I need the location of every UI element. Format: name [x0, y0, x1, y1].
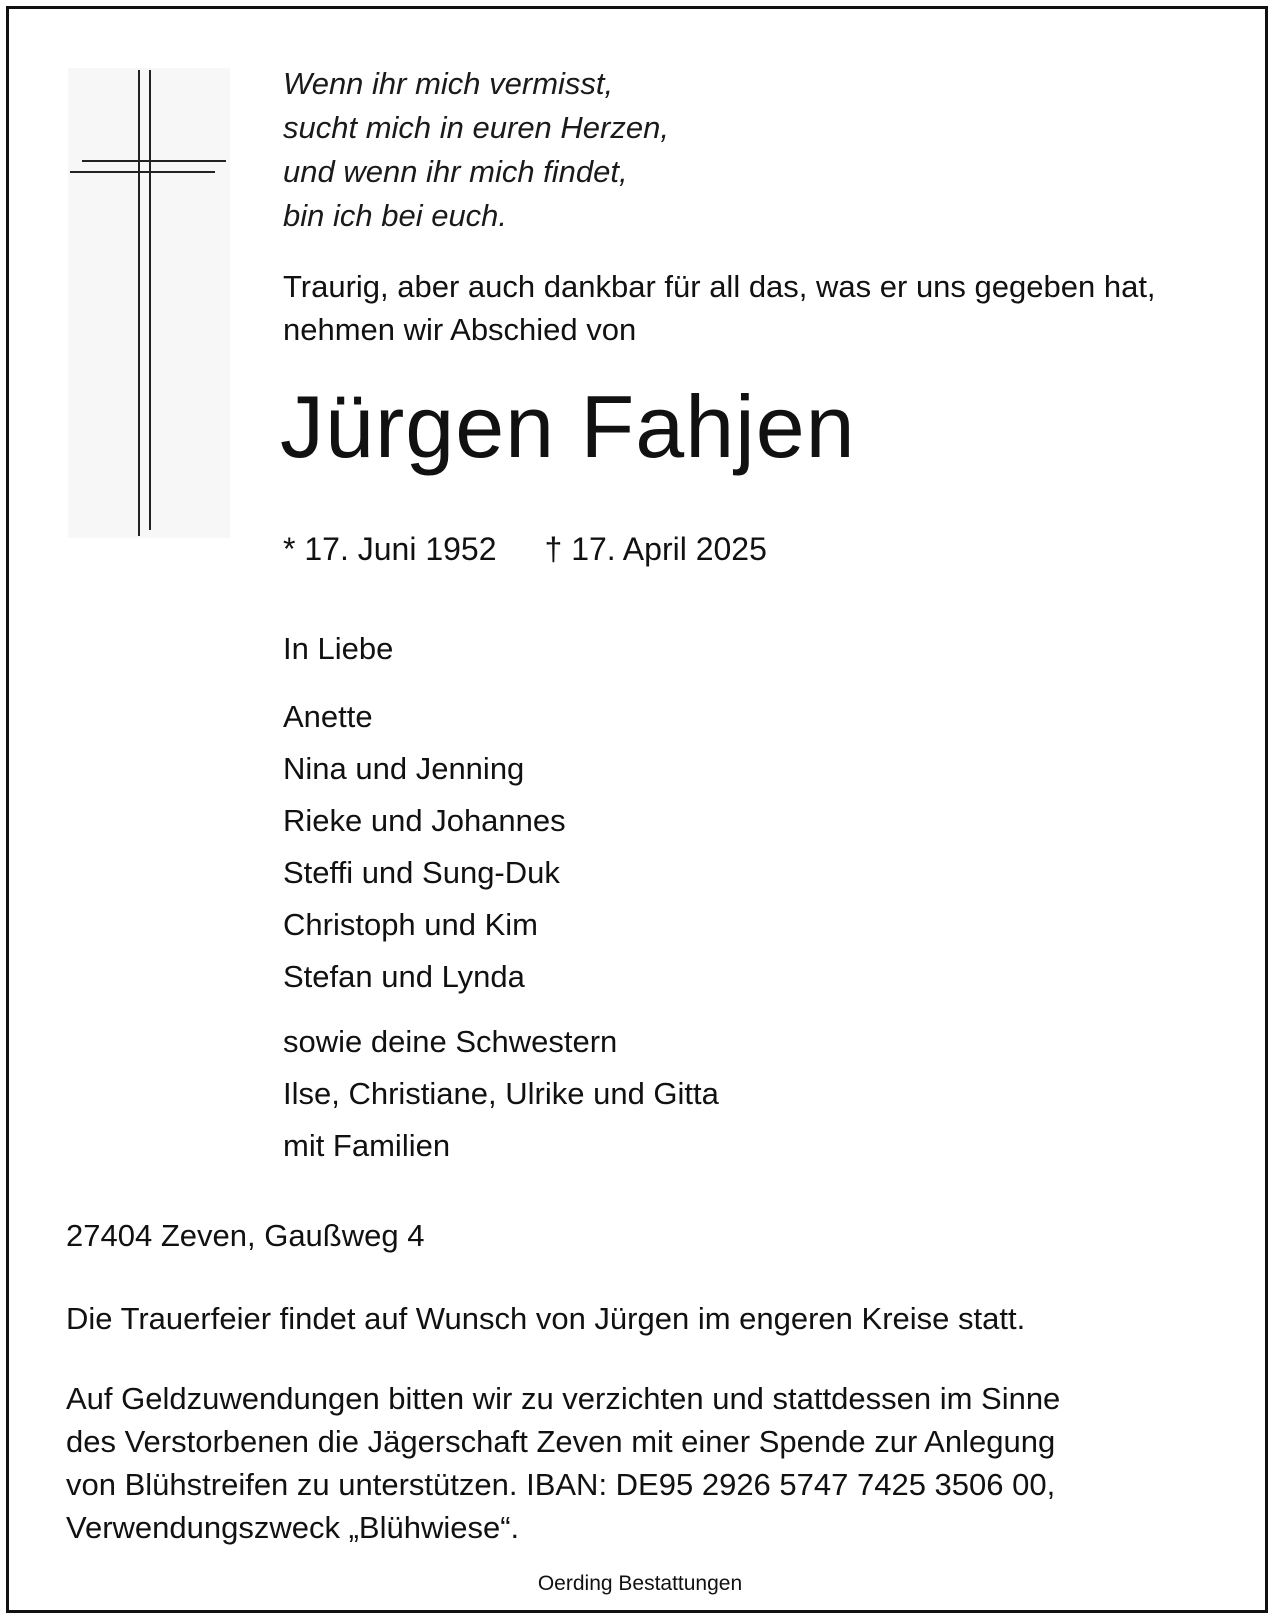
poem-line: sucht mich in euren Herzen,: [283, 110, 669, 145]
family-member: Anette: [283, 699, 373, 734]
poem: [283, 62, 669, 238]
family-member: Steffi und Sung-Duk: [283, 855, 560, 890]
poem-line: Wenn ihr mich vermisst,: [283, 66, 614, 101]
poem-line: bin ich bei euch.: [283, 198, 508, 233]
ceremony-note: Die Trauerfeier findet auf Wunsch von Jürgen im engeren Kreise statt.: [66, 1301, 1026, 1336]
family-member: Rieke und Johannes: [283, 803, 566, 838]
siblings-line: sowie deine Schwestern: [283, 1024, 618, 1059]
funeral-home: Oerding Bestattungen: [537, 1572, 743, 1595]
donation-line: des Verstorbenen die Jägerschaft Zeven mit einer Spende zur Anlegung: [66, 1424, 1056, 1459]
family-list: [283, 691, 566, 1003]
intro-line: Traurig, aber auch dankbar für all das, was er uns gegeben hat,: [283, 269, 1156, 304]
family-member: Nina und Jenning: [283, 751, 525, 786]
life-dates: [283, 527, 767, 571]
family-member: Stefan und Lynda: [283, 959, 525, 994]
in-liebe-label: In Liebe: [283, 631, 394, 666]
donation-note: [66, 1377, 1216, 1549]
deceased-name: Jürgen Fahjen: [280, 377, 856, 476]
donation-line: von Blühstreifen zu unterstützen. IBAN: DE95 2926 5747 7425 3506 00,: [66, 1467, 1056, 1502]
death-date: † 17. April 2025: [544, 531, 767, 567]
donation-line: Verwendungszweck „Blühwiese“.: [66, 1510, 520, 1545]
intro-line: nehmen wir Abschied von: [283, 312, 637, 347]
siblings-list: [283, 1016, 719, 1172]
family-member: Christoph und Kim: [283, 907, 539, 942]
poem-line: und wenn ihr mich findet,: [283, 154, 628, 189]
cross-icon: [68, 68, 230, 538]
birth-date: * 17. Juni 1952: [283, 531, 497, 567]
siblings-line: Ilse, Christiane, Ulrike und Gitta: [283, 1076, 719, 1111]
intro-text: [283, 265, 1156, 351]
address: 27404 Zeven, Gaußweg 4: [66, 1218, 425, 1253]
siblings-line: mit Familien: [283, 1128, 451, 1163]
donation-line: Auf Geldzuwendungen bitten wir zu verzichten und stattdessen im Sinne: [66, 1381, 1061, 1416]
